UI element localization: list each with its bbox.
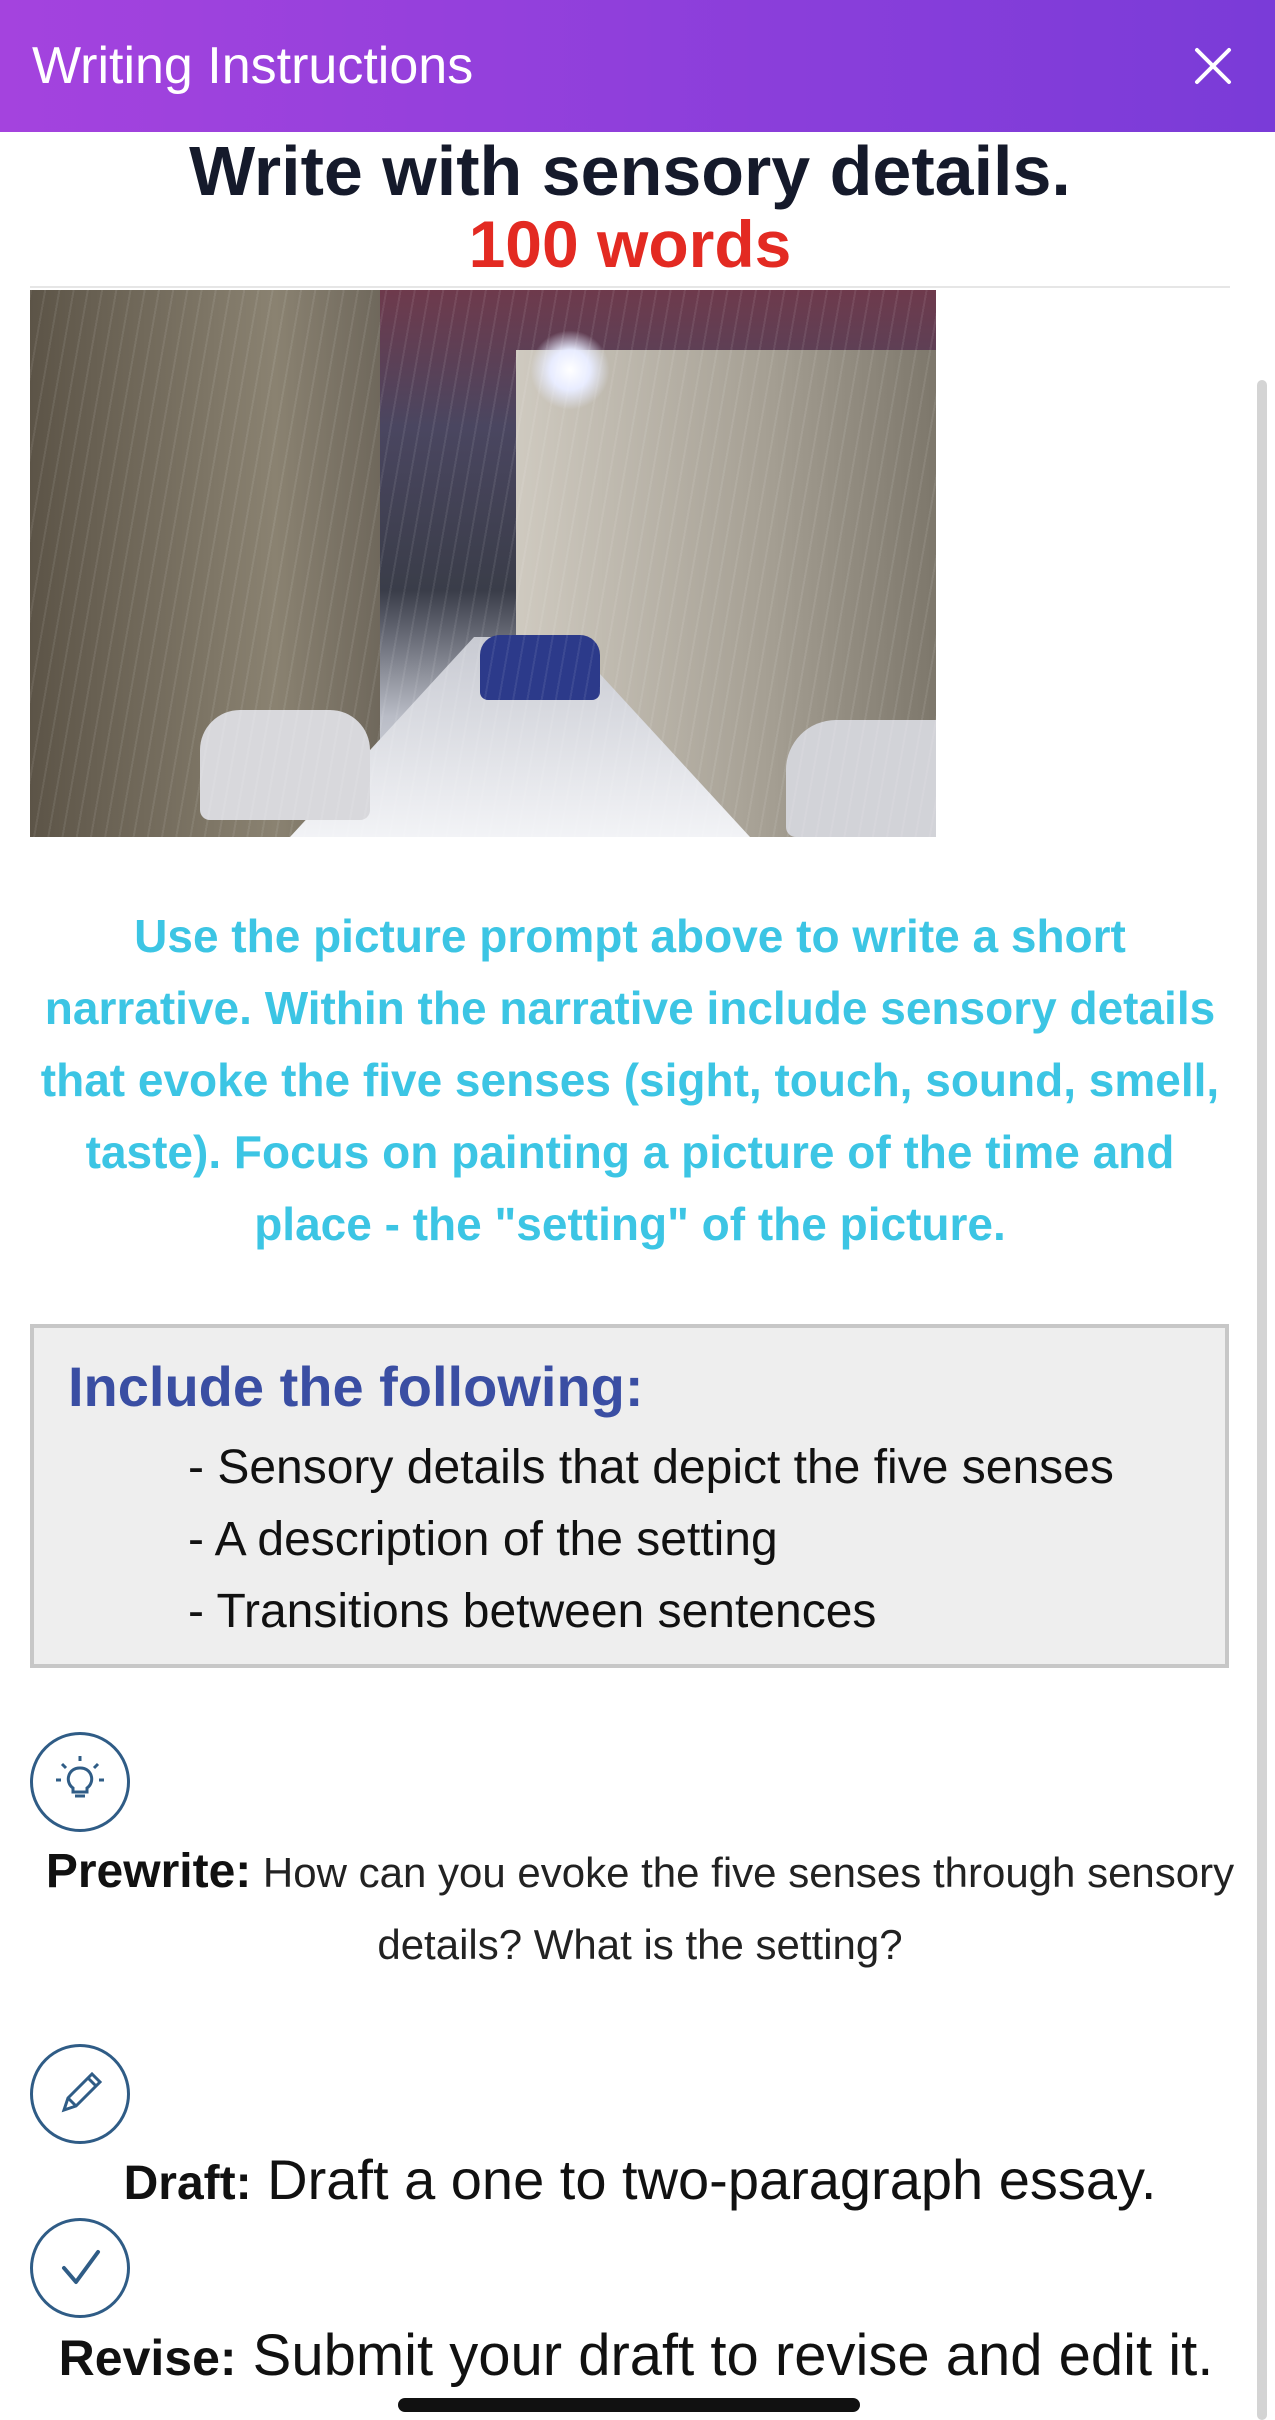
scrollbar[interactable] [1257,380,1267,2420]
draft-text: Draft a one to two-paragraph essay. [251,2148,1157,2211]
prewrite-label: Prewrite: [45,1845,252,1898]
header-bar [0,0,1275,132]
draft-step [40,2144,1240,2220]
checkmark-icon [30,2218,130,2318]
close-button[interactable] [1181,34,1245,98]
include-heading: Include the following: [68,1355,644,1418]
revise-step [36,2318,1236,2396]
divider [30,286,1230,288]
pencil-icon [30,2044,130,2144]
list-item: - Sensory details that depict the five senses [188,1441,1114,1494]
home-indicator[interactable] [398,2398,860,2412]
assignment-title: Write with sensory details. [189,132,1071,210]
word-count: 100 words [468,207,792,281]
list-item: - A description of the setting [188,1513,778,1566]
prewrite-text: How can you evoke the five senses through sensory details? What is the setting? [251,1849,1235,1968]
picture-prompt-image [30,290,936,837]
include-list [188,1432,1114,1648]
draft-label: Draft: [123,2157,252,2210]
prompt-text: Use the picture prompt above to write a short narrative. Within the narrative include sensory details that evoke the five senses (sight, touch, sound, smell, taste). Focus on painting a picture of the time and place - the "setting" of the picture. [40,910,1220,1250]
lightbulb-icon [30,1732,130,1832]
prewrite-step [40,1836,1240,1981]
revise-label: Revise: [58,2330,237,2386]
include-box [30,1324,1229,1668]
header-title: Writing Instructions [32,37,474,95]
revise-text: Submit your draft to revise and edit it. [236,2323,1214,2388]
list-item: - Transitions between sentences [188,1585,877,1638]
close-icon [1193,46,1233,86]
